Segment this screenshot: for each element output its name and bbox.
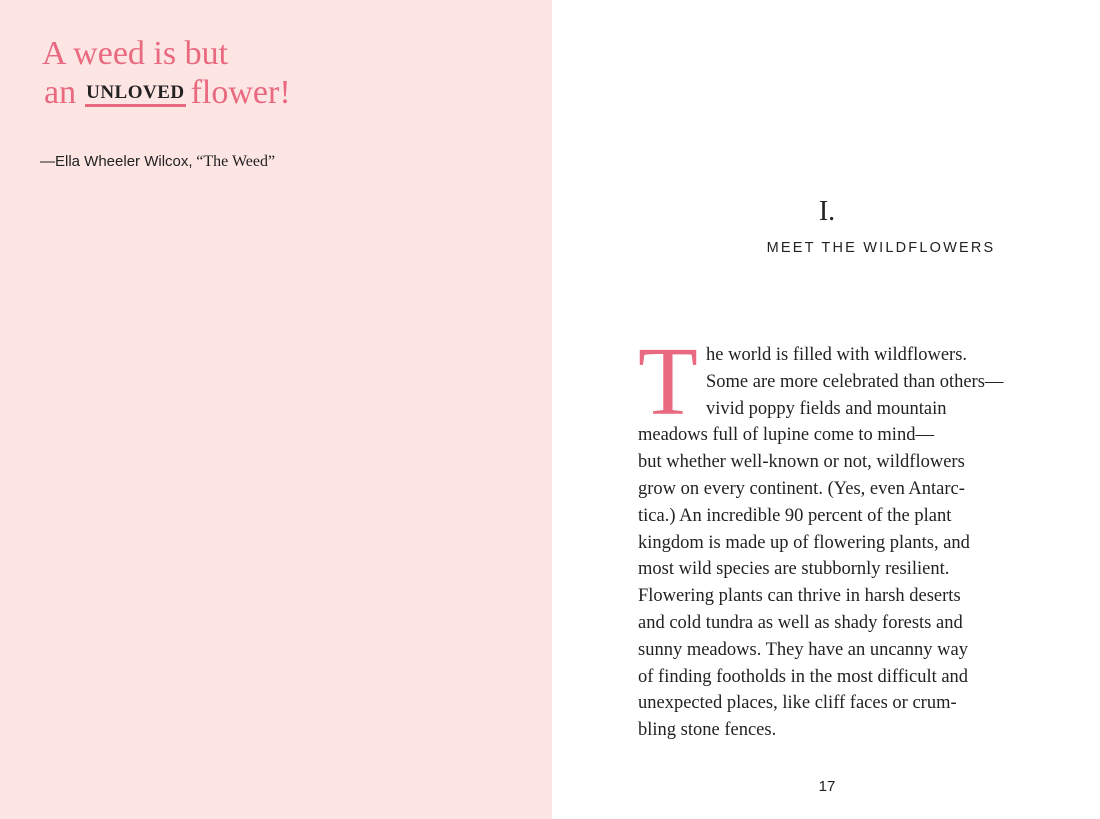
page-number [552, 778, 1100, 795]
body-line: most wild species are stubbornly resilient. [638, 559, 950, 580]
chapter-numeral-text: I. [818, 196, 836, 227]
body-line: kingdom is made up of flowering plants, and [638, 532, 970, 553]
attribution-author: —Ella Wheeler Wilcox [40, 153, 189, 170]
epigraph-word-flower: flower! [190, 74, 291, 111]
body-paragraph [638, 328, 1028, 744]
chapter-title-text: MEET THE WILDFLOWERS [766, 240, 996, 256]
body-line: but whether well-known or not, wildflowers [638, 452, 965, 473]
emphasis-word-unloved: UNLOVED [86, 82, 185, 103]
body-line: tica.) An incredible 90 percent of the plant [638, 505, 952, 526]
epigraph-line-1: A weed is but [42, 35, 229, 72]
body-line: meadows full of lupine come to mind— [638, 425, 934, 446]
body-line: unexpected places, like cliff faces or crum- [638, 693, 957, 714]
body-line: vivid poppy fields and mountain [706, 398, 947, 419]
attribution-work-title: “The Weed” [196, 153, 276, 170]
body-line: Flowering plants can thrive in harsh deserts [638, 586, 961, 607]
attribution-separator: , [188, 153, 193, 170]
epigraph-word-an: an [44, 74, 77, 111]
epigraph-quote [42, 34, 291, 112]
right-page [552, 0, 1100, 819]
body-line: and cold tundra as well as shady forests and [638, 612, 963, 633]
body-line: he world is filled with wildflowers. [706, 345, 968, 365]
epigraph-attribution [40, 153, 275, 171]
body-line: of finding footholds in the most difficult and [638, 666, 969, 687]
body-line: grow on every continent. (Yes, even Antarc- [638, 478, 965, 499]
body-line: bling stone fences. [638, 720, 777, 741]
drop-cap-letter: T [638, 328, 698, 436]
page-number-text: 17 [818, 778, 836, 795]
chapter-numeral [552, 196, 1100, 228]
body-line: sunny meadows. They have an uncanny way [638, 639, 969, 660]
chapter-title [552, 240, 1100, 256]
body-line: Some are more celebrated than others— [706, 371, 1004, 392]
epigraph-line-2 [42, 73, 291, 112]
